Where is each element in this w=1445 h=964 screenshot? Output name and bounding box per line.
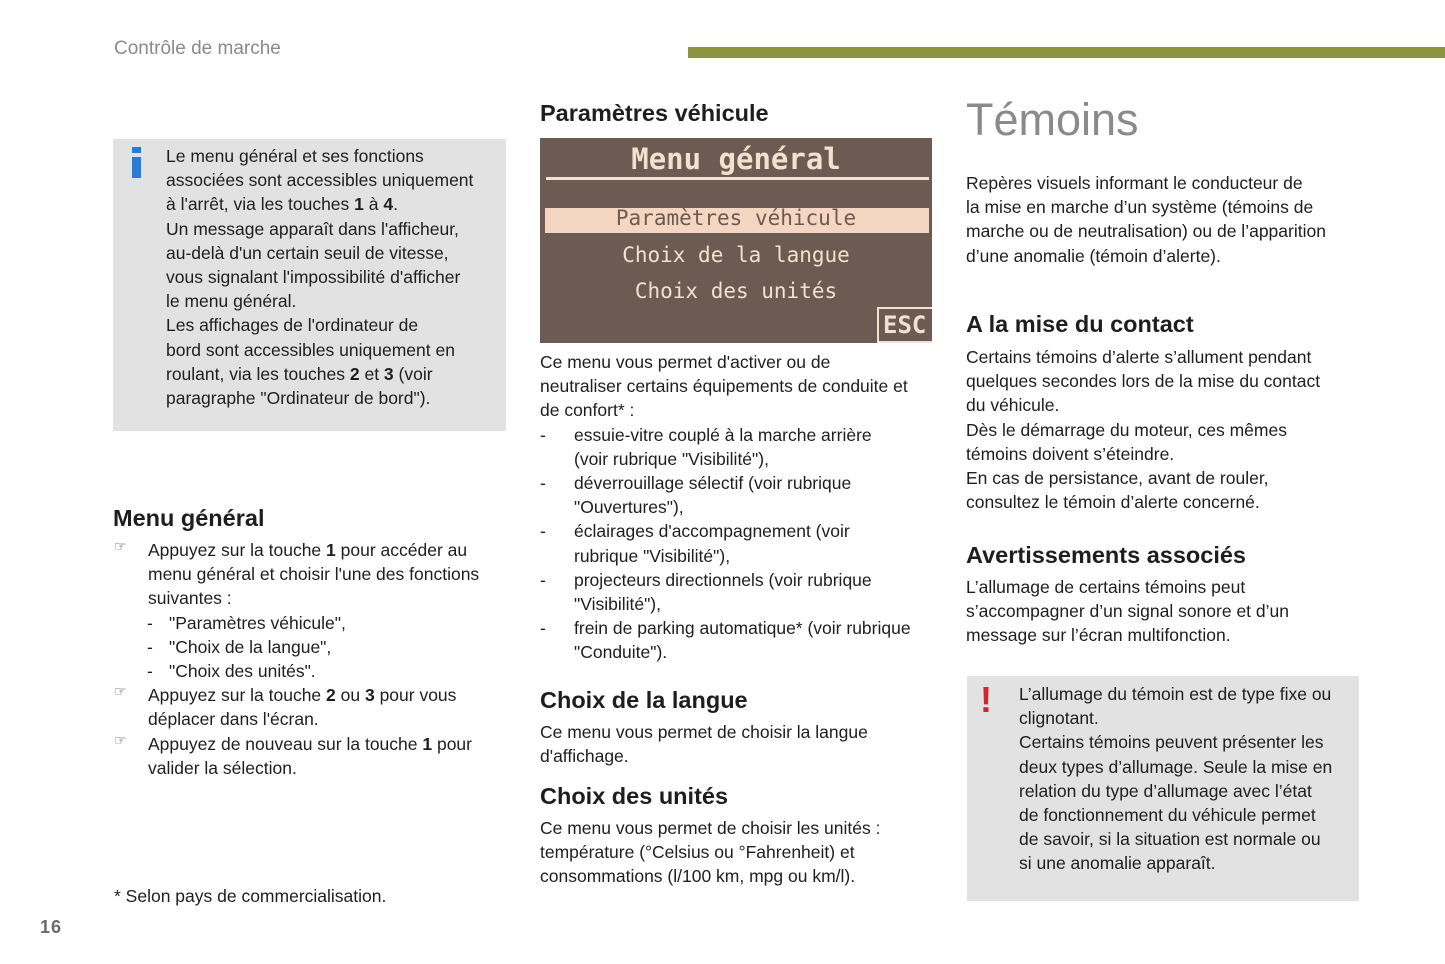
cu-line: consommations (l/100 km, mpg ou km/l).	[540, 866, 856, 887]
option-item	[114, 611, 514, 635]
pointing-hand-icon: ☞	[114, 683, 127, 700]
pv-item-line: éclairages d'accompagnement (voir	[574, 521, 850, 542]
mc-line: consultez le témoin d’alerte concerné.	[966, 492, 1260, 513]
parametres-vehicule-text	[540, 350, 935, 665]
pv-item-line: déverrouillage sélectif (voir rubrique	[574, 473, 852, 494]
cl-line: Ce menu vous permet de choisir la langue	[540, 722, 868, 742]
page-number: 16	[40, 917, 63, 937]
screen-title: Menu général	[631, 142, 841, 176]
pv-intro-line: Ce menu vous permet d'activer ou de	[540, 352, 831, 372]
warn-line: Certains témoins peuvent présenter les	[1019, 732, 1324, 753]
pv-item-line: projecteurs directionnels (voir rubrique	[574, 569, 872, 590]
info-line: Le menu général et ses fonctions	[166, 146, 424, 166]
parametres-vehicule-title: Paramètres véhicule	[540, 100, 769, 126]
mc-line: quelques secondes lors de la mise du contact	[966, 371, 1321, 392]
info-line: au-delà d'un certain seuil de vitesse,	[166, 242, 449, 263]
dash-mark: -	[540, 569, 546, 590]
menu-screen	[540, 138, 932, 343]
pv-item	[540, 616, 935, 664]
info-icon	[130, 145, 144, 179]
info-text	[166, 144, 504, 410]
warn-line: relation du type d’allumage avec l’état	[1019, 780, 1312, 801]
warn-line: si une anomalie apparaît.	[1019, 853, 1216, 874]
cu-line: Ce menu vous permet de choisir les unités :	[540, 818, 881, 838]
choix-unites-text	[540, 816, 935, 889]
dash-mark: -	[540, 473, 546, 494]
mc-line: Certains témoins d’alerte s’allument pendant	[966, 347, 1312, 367]
pv-item-line: essuie-vitre couplé à la marche arrière	[574, 424, 872, 445]
footnote: * Selon pays de commercialisation.	[114, 886, 387, 906]
info-line: associées sont accessibles uniquement	[166, 170, 474, 191]
dash-mark: -	[147, 636, 153, 657]
step-line: suivantes :	[148, 588, 232, 609]
cl-line: d'affichage.	[540, 746, 629, 767]
tem-line: d’une anomalie (témoin d’alerte).	[966, 245, 1221, 266]
step-line: Appuyez sur la touche 2 ou 3 pour vous	[148, 685, 457, 706]
pointing-hand-icon: ☞	[114, 731, 127, 748]
option-line: "Paramètres véhicule",	[169, 612, 346, 633]
pv-item-line: rubrique "Visibilité"),	[574, 545, 731, 566]
pv-intro-line: de confort* :	[540, 400, 635, 421]
step-item	[114, 732, 514, 780]
info-line: paragraphe "Ordinateur de bord").	[166, 388, 431, 409]
pv-item	[540, 519, 935, 567]
warn-line: L’allumage du témoin est de type fixe ou	[1019, 684, 1332, 704]
option-line: "Choix des unités".	[169, 661, 316, 682]
menu-general-steps	[114, 538, 514, 780]
header-bar	[688, 47, 1445, 58]
tem-line: Repères visuels informant le conducteur de	[966, 173, 1303, 193]
step-line: menu général et choisir l'une des fonctions	[148, 564, 480, 585]
warning-text	[1019, 682, 1357, 876]
temoins-text	[966, 171, 1361, 268]
mise-contact-title: A la mise du contact	[966, 311, 1194, 337]
mc-line: du véhicule.	[966, 395, 1060, 416]
cu-line: température (°Celsius ou °Fahrenheit) et	[540, 842, 855, 863]
screen-divider	[546, 177, 929, 180]
pointing-hand-icon: ☞	[114, 538, 127, 554]
dash-mark: -	[147, 612, 153, 633]
avertissements-title: Avertissements associés	[966, 542, 1246, 568]
warning-icon: !	[980, 679, 992, 720]
info-line: bord sont accessibles uniquement en	[166, 339, 455, 360]
warn-line: clignotant.	[1019, 708, 1099, 729]
screen-item[interactable]: Choix des unités	[634, 279, 838, 303]
pv-item-line: "Ouvertures"),	[574, 497, 684, 518]
option-line: "Choix de la langue",	[169, 636, 332, 657]
dash-mark: -	[540, 521, 546, 542]
pv-item	[540, 471, 935, 519]
mc-line: En cas de persistance, avant de rouler,	[966, 468, 1269, 489]
choix-langue-title: Choix de la langue	[540, 687, 748, 713]
step-line: Appuyez sur la touche 1 pour accéder au	[148, 540, 468, 560]
dash-mark: -	[147, 661, 153, 682]
choix-unites-title: Choix des unités	[540, 783, 729, 809]
tem-line: la mise en marche d’un système (témoins de	[966, 197, 1314, 218]
step-line: Appuyez de nouveau sur la touche 1 pour	[148, 733, 472, 754]
info-line: roulant, via les touches 2 et 3 (voir	[166, 363, 433, 384]
warn-line: de fonctionnement du véhicule permet	[1019, 805, 1316, 826]
step-line: déplacer dans l'écran.	[148, 709, 319, 730]
option-item	[114, 659, 514, 683]
info-line: vous signalant l'impossibilité d'afficher	[166, 267, 461, 288]
mc-line: témoins doivent s’éteindre.	[966, 443, 1175, 464]
pv-item-line: "Visibilité"),	[574, 594, 661, 615]
option-item	[114, 635, 514, 659]
screen-item[interactable]: Paramètres véhicule	[615, 206, 857, 230]
step-line: valider la sélection.	[148, 757, 297, 778]
screen-item[interactable]: Choix de la langue	[622, 243, 850, 267]
dash-mark: -	[540, 424, 546, 445]
warn-line: de savoir, si la situation est normale ou	[1019, 829, 1321, 850]
mise-contact-text	[966, 345, 1361, 514]
choix-langue-text	[540, 720, 935, 768]
esc-button[interactable]: ESC	[877, 307, 932, 343]
pv-item-line: (voir rubrique "Visibilité"),	[574, 448, 769, 469]
pv-item-line: "Conduite").	[574, 642, 668, 663]
temoins-title: Témoins	[966, 94, 1139, 145]
menu-general-title: Menu général	[113, 505, 265, 531]
info-line: à l'arrêt, via les touches 1 à 4.	[166, 194, 398, 215]
step-item	[114, 538, 514, 611]
pv-intro-line: neutraliser certains équipements de conduite et	[540, 376, 908, 397]
info-line: le menu général.	[166, 291, 297, 312]
step-item	[114, 683, 514, 731]
avertissements-text	[966, 575, 1361, 648]
tem-line: marche ou de neutralisation) ou de l’apparition	[966, 221, 1326, 242]
dash-mark: -	[540, 618, 546, 639]
pv-item	[540, 423, 935, 471]
pv-item-line: frein de parking automatique* (voir rubrique	[574, 618, 911, 639]
aa-line: message sur l’écran multifonction.	[966, 625, 1231, 646]
info-line: Les affichages de l'ordinateur de	[166, 315, 419, 336]
aa-line: L’allumage de certains témoins peut	[966, 577, 1246, 597]
aa-line: s’accompagner d’un signal sonore et d’un	[966, 601, 1289, 622]
info-line: Un message apparaît dans l'afficheur,	[166, 218, 459, 239]
warn-line: deux types d’allumage. Seule la mise en	[1019, 756, 1333, 777]
pv-item	[540, 568, 935, 616]
mc-line: Dès le démarrage du moteur, ces mêmes	[966, 419, 1287, 440]
section-label: Contrôle de marche	[114, 38, 281, 59]
